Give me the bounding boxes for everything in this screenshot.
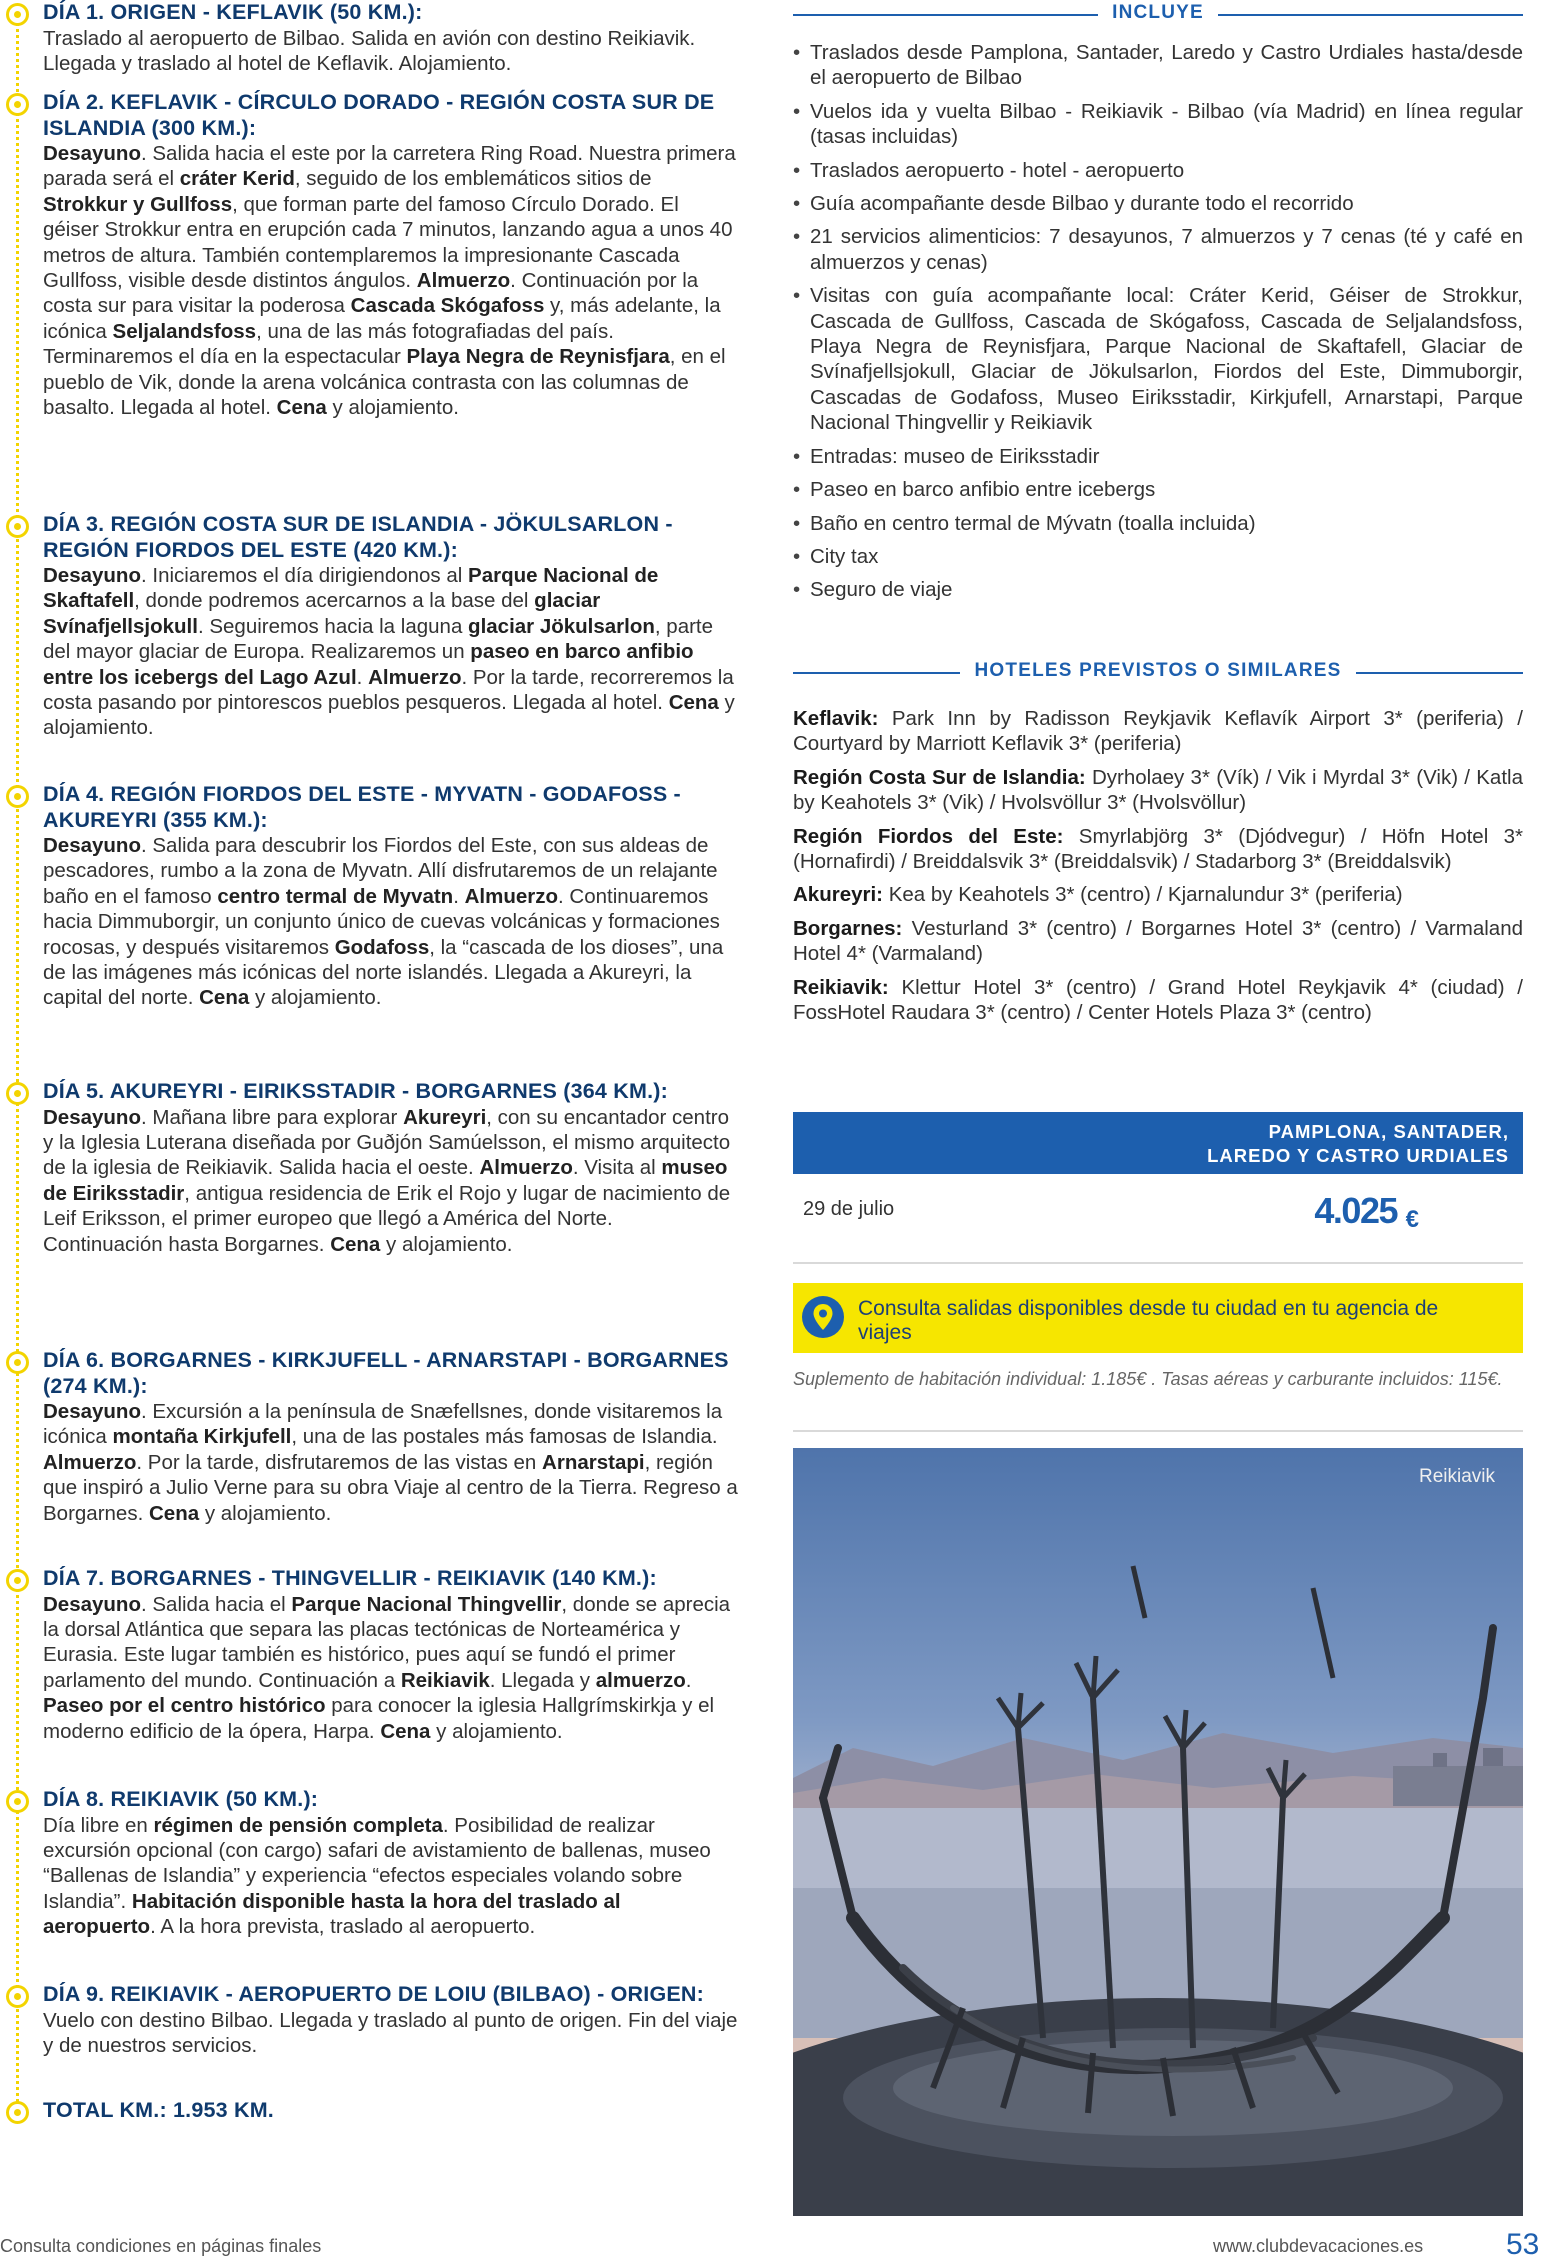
day-description <box>43 26 738 77</box>
departures-notice-text: Consulta salidas disponibles desde tu ciudad en tu agencia de viajes <box>858 1297 1439 1344</box>
highlighted-text: Cascada Skógafoss <box>350 294 545 318</box>
hotel-entry <box>793 882 1523 907</box>
itinerary-day-8 <box>0 1787 740 1940</box>
hotel-place: Akureyri: <box>793 883 884 907</box>
description-text: , una de las postales más famosas de Islandia. <box>291 1425 718 1449</box>
description-text: , antigua residencia de Erik el Rojo y lugar de nacimiento de Leif Eriksson, el primer europeo que llegó a América del Norte. Continuación hasta Borgarnes. <box>43 1181 731 1256</box>
highlighted-text: cráter Kerid <box>179 167 295 191</box>
hotels-heading-label: HOTELES PREVISTOS O SIMILARES <box>793 660 1523 682</box>
day-description <box>43 141 738 420</box>
highlighted-text: Parque Nacional de Skaftafell <box>43 564 659 613</box>
day-description <box>43 1105 738 1257</box>
highlighted-text: Strokkur y Gullfoss <box>43 192 233 216</box>
description-text: y alojamiento. <box>380 1232 513 1256</box>
description-text: y alojamiento. <box>249 986 382 1010</box>
description-text: , parte del mayor glaciar de Europa. Realizaremos un <box>43 614 714 664</box>
origin-line-2: LAREDO Y CASTRO URDIALES <box>1207 1145 1509 1166</box>
highlighted-text: almuerzo <box>595 1668 686 1692</box>
highlighted-text: Almuerzo <box>368 665 462 689</box>
departure-date: 29 de julio <box>803 1198 895 1220</box>
supplement-note: Suplemento de habitación individual: 1.185€ . Tasas aéreas y carburante incluidos: 115€. <box>793 1369 1503 1389</box>
price-currency: € <box>1405 1206 1419 1233</box>
day-marker-icon <box>6 1569 29 1592</box>
highlighted-text: Cena <box>380 1719 431 1743</box>
description-text: . Salida para descubrir los Fiordos del Este, con sus aldeas de pescadores, rumbo a la zona de Myvatn. Allí disfrutaremos de un relajante baño en el famoso <box>43 834 718 908</box>
reykjavik-photo <box>793 1448 1523 2216</box>
description-text: . Seguiremos hacia la laguna <box>197 614 469 638</box>
price-row <box>793 1174 1523 1264</box>
highlighted-text: Akureyri <box>403 1105 487 1129</box>
list-item: • Guía acompañante desde Bilbao y durante todo el recorrido <box>793 191 1523 216</box>
description-text: Día libre en <box>43 1813 154 1837</box>
day-title: DÍA 3. REGIÓN COSTA SUR DE ISLANDIA - JÖKULSARLON - REGIÓN FIORDOS DEL ESTE (420 KM.): <box>43 512 673 562</box>
day-description <box>43 563 738 741</box>
day-title: DÍA 7. BORGARNES - THINGVELLIR - REIKIAVIK (140 KM.): <box>43 1566 657 1590</box>
description-text: . Excursión a la península de Snæfellsnes, donde visitaremos la icónica <box>43 1400 723 1449</box>
highlighted-text: museo de Eiriksstadir <box>43 1156 728 1205</box>
day-title: DÍA 6. BORGARNES - KIRKJUFELL - ARNARSTAPI - BORGARNES (274 KM.): <box>43 1348 729 1398</box>
highlighted-text: Almuerzo <box>43 1450 137 1474</box>
day-title: DÍA 5. AKUREYRI - EIRIKSSTADIR - BORGARNES (364 KM.): <box>43 1079 668 1103</box>
description-text: , que forman parte del famoso Círculo Dorado. El géiser Strokkur entra en erupción cada 7 minutos, lanzando agua a unos 40 metros de altura. También contemplaremos la impresionante Cascada Gullfoss, visible desde distintos ángulos. <box>43 192 733 293</box>
day-marker-icon <box>6 785 29 808</box>
description-text: . A la hora prevista, traslado al aeropuerto. <box>150 1915 536 1939</box>
description-text: y alojamiento. <box>326 396 459 420</box>
description-text: . Mañana libre para explorar <box>140 1105 404 1129</box>
day-marker-icon <box>6 1985 29 2008</box>
departures-notice <box>793 1283 1523 1353</box>
highlighted-text: centro termal de Myvatn <box>217 884 454 908</box>
description-text: , donde podremos acercarnos a la base del <box>134 589 535 613</box>
hotel-entry <box>793 706 1523 757</box>
day-description <box>43 833 738 1011</box>
hotels-list <box>793 706 1523 1033</box>
hotel-entry <box>793 824 1523 875</box>
price-table <box>793 1112 1523 1264</box>
day-marker-icon <box>6 3 29 26</box>
description-text: Traslado al aeropuerto de Bilbao. Salida en avión con destino Reikiavik. Llegada y traslado al hotel de Keflavik. Alojamiento. <box>43 26 696 75</box>
includes-heading-label: INCLUYE <box>793 2 1523 24</box>
highlighted-text: Desayuno <box>43 142 141 165</box>
day-description <box>43 2008 738 2059</box>
day-title: DÍA 1. ORIGEN - KEFLAVIK (50 KM.): <box>43 0 423 24</box>
hotel-place: Borgarnes: <box>793 916 903 940</box>
description-text: y alojamiento. <box>199 1501 332 1525</box>
highlighted-text: Godafoss <box>334 935 430 959</box>
highlighted-text: Cena <box>199 986 250 1010</box>
hotels-heading <box>793 660 1523 684</box>
hotel-names: Dyrholaey 3* (Vík) / Vik i Myrdal 3* (Vik) / Katla by Keahotels 3* (Vik) / Hvolsvöllur 3* (Hvolsvöllur) <box>793 765 1523 815</box>
origin-line-1: PAMPLONA, SANTADER, <box>1268 1121 1509 1142</box>
includes-list <box>793 40 1523 611</box>
price-amount: 4.025 <box>1314 1190 1397 1231</box>
sun-voyager-sculpture-icon <box>793 1448 1523 2216</box>
day-title: DÍA 9. REIKIAVIK - AEROPUERTO DE LOIU (BILBAO) - ORIGEN: <box>43 1982 704 2006</box>
highlighted-text: Cena <box>276 396 327 420</box>
list-item: • Seguro de viaje <box>793 577 1523 602</box>
day-description <box>43 1813 738 1940</box>
highlighted-text: Desayuno <box>43 1105 141 1129</box>
highlighted-text: Parque Nacional Thingvellir <box>291 1592 562 1616</box>
description-text: . Por la tarde, recorreremos la costa pasando por pintorescos pueblos pesqueros. Llegada al hotel. <box>43 665 734 715</box>
hotel-place: Región Fiordos del Este: <box>793 824 1064 848</box>
highlighted-text: Cena <box>668 691 719 715</box>
itinerary-day-7 <box>0 1566 740 1744</box>
list-item: • Entradas: museo de Eiriksstadir <box>793 444 1523 469</box>
description-text: . <box>685 1668 692 1692</box>
highlighted-text: Almuerzo <box>464 884 559 908</box>
day-description <box>43 1399 738 1526</box>
description-text: . Salida hacia el <box>140 1592 292 1616</box>
description-text: . Llegada y <box>489 1668 596 1692</box>
highlighted-text: Habitación disponible hasta la hora del traslado al aeropuerto <box>43 1889 621 1939</box>
description-text: . Posibilidad de realizar excursión opcional (con cargo) safari de avistamiento de ballenas, museo “Ballenas de Islandia” y experiencia “efectos especiales volando sobre Islandia”. <box>43 1813 711 1913</box>
list-item: • City tax <box>793 544 1523 569</box>
day-marker-icon <box>6 1351 29 1374</box>
itinerary-column <box>0 0 740 2160</box>
footer-conditions: Consulta condiciones en páginas finales <box>0 2236 322 2256</box>
includes-heading <box>793 2 1523 26</box>
highlighted-text: Playa Negra de Reynisfjara <box>406 345 670 369</box>
divider <box>793 1430 1523 1432</box>
location-pin-icon <box>802 1296 844 1338</box>
description-text: , región que inspiró a Julio Verne para su obra Viaje al centro de la Tierra. Regreso a Borgarnes. <box>43 1450 738 1525</box>
description-text: . Salida hacia el este por la carretera Ring Road. Nuestra primera parada será el <box>43 142 736 191</box>
hotel-names: Smyrlabjörg 3* (Djódvegur) / Höfn Hotel 3* (Hornafirdi) / Breiddalsvik 3* (Breiddalsvik) / Stadarborg 3* (Breiddalsvik) <box>793 824 1524 874</box>
highlighted-text: Almuerzo <box>416 269 511 293</box>
hotel-names: Vesturland 3* (centro) / Borgarnes Hotel 3* (centro) / Varmaland Hotel 4* (Varmaland) <box>793 916 1523 966</box>
day-title: DÍA 8. REIKIAVIK (50 KM.): <box>43 1787 319 1811</box>
hotel-place: Reikiavik: <box>793 975 889 999</box>
itinerary-day-2 <box>0 90 740 420</box>
hotel-names: Kea by Keahotels 3* (centro) / Kjarnalundur 3* (periferia) <box>883 883 1403 907</box>
photo-caption: Reikiavik <box>1418 1466 1495 1487</box>
itinerary-day-5 <box>0 1079 740 1257</box>
list-item: • Visitas con guía acompañante local: Cráter Kerid, Géiser de Strokkur, Cascada de Gullfoss, Cascada de Skógafoss, Cascada de Seljalandsfoss, Playa Negra de Reynisfjara, Parque Nacional de Skaftafell, Glaciar de Svínafjellsjokull, Glaciar de Jökulsarlon, Fiordos del Este, Dimmuborgir, Cascadas de Godafoss, Museo Eiriksstadir, Kirkjufell, Arnarstapi, Parque Nacional Thingvellir y Reikiavik <box>793 283 1523 435</box>
description-text: . <box>453 884 465 908</box>
highlighted-text: Desayuno <box>43 1400 141 1423</box>
day-title: DÍA 4. REGIÓN FIORDOS DEL ESTE - MYVATN - GODAFOSS - AKUREYRI (355 KM.): <box>43 782 681 832</box>
highlighted-text: Paseo por el centro histórico <box>43 1694 326 1718</box>
itinerary-day-1 <box>0 0 740 76</box>
hotel-entry <box>793 916 1523 967</box>
hotel-entry <box>793 765 1523 816</box>
description-text: para conocer la iglesia Hallgrímskirkja y el moderno edificio de la ópera, Harpa. <box>43 1694 715 1743</box>
highlighted-text: Cena <box>330 1232 381 1256</box>
highlighted-text: Arnarstapi <box>542 1450 645 1474</box>
highlighted-text: glaciar Jökulsarlon <box>468 614 655 638</box>
day-marker-icon <box>6 1082 29 1105</box>
description-text: , seguido de los emblemáticos sitios de <box>294 167 652 191</box>
highlighted-text: Cena <box>148 1501 200 1525</box>
description-text: y, más adelante, la icónica <box>43 294 721 343</box>
description-text: . Iniciaremos el día dirigiendonos al <box>140 564 469 587</box>
hotel-place: Región Costa Sur de Islandia: <box>793 765 1086 789</box>
description-text: y alojamiento. <box>430 1719 563 1743</box>
footer-website-link[interactable]: www.clubdevacaciones.es <box>1213 2236 1424 2256</box>
day-marker-icon <box>6 515 29 538</box>
description-text: Vuelo con destino Bilbao. Llegada y traslado al punto de origen. Fin del viaje y de nuestros servicios. <box>43 2008 738 2057</box>
description-text: . Continuación por la costa sur para visitar la poderosa <box>43 269 699 318</box>
highlighted-text: régimen de pensión completa <box>153 1813 443 1837</box>
highlighted-text: Desayuno <box>43 564 141 587</box>
itinerary-total <box>0 2098 740 2124</box>
itinerary-day-6 <box>0 1348 740 1526</box>
list-item: • Vuelos ida y vuelta Bilbao - Reikiavik - Bilbao (vía Madrid) en línea regular (tasas incluidas) <box>793 99 1523 150</box>
description-text: , una de las más fotografiadas del país. Terminaremos el día en la espectacular <box>43 319 614 369</box>
description-text: , con su encantador centro y la Iglesia Luterana diseñada por Guðjón Samúelsson, el mismo arquitecto de la iglesia de Reikiavik. Salida hacia el oeste. <box>43 1105 731 1180</box>
page-number: 53 <box>1506 2228 1540 2261</box>
description-text: . Visita al <box>572 1156 662 1180</box>
description-text: y alojamiento. <box>43 691 735 740</box>
description-text: , donde se aprecia la dorsal Atlántica que separa las placas tectónicas de Norteamérica y Eurasia. Este lugar también es histórico, pues aquí se fundó el primer parlamento del mundo. Continuación a <box>43 1592 731 1692</box>
list-item: • Baño en centro termal de Mývatn (toalla incluida) <box>793 511 1523 536</box>
list-item: • 21 servicios alimenticios: 7 desayunos, 7 almuerzos y 7 cenas (té y café en almuerzos y cenas) <box>793 224 1523 275</box>
day-marker-icon <box>6 93 29 116</box>
day-description <box>43 1592 738 1744</box>
itinerary-day-9 <box>0 1982 740 2058</box>
hotel-names: Klettur Hotel 3* (centro) / Grand Hotel Reykjavik 4* (ciudad) / FossHotel Raudara 3* (centro) / Center Hotels Plaza 3* (centro) <box>793 975 1523 1025</box>
hotel-place: Keflavik: <box>793 707 879 730</box>
highlighted-text: montaña Kirkjufell <box>112 1425 292 1449</box>
day-marker-icon <box>6 1790 29 1813</box>
highlighted-text: glaciar Svínafjellsjokull <box>43 589 601 638</box>
highlighted-text: Desayuno <box>43 834 141 857</box>
description-text: . Continuaremos hacia Dimmuborgir, un conjunto único de cuevas volcánicas y formaciones rocosas, y después visitaremos <box>43 884 720 959</box>
description-text: . Por la tarde, disfrutaremos de las vistas en <box>136 1450 543 1474</box>
hotel-names: Park Inn by Radisson Reykjavik Keflavík Airport 3* (periferia) / Courtyard by Marriott Keflavik 3* (periferia) <box>793 707 1523 756</box>
highlighted-text: Almuerzo <box>479 1156 573 1180</box>
description-text: , la “cascada de los dioses”, una de las imágenes más icónicas del norte islandés. Llegada a Akureyri, la capital del norte. <box>43 935 724 1010</box>
list-item: • Paseo en barco anfibio entre icebergs <box>793 477 1523 502</box>
description-text: , en el pueblo de Vik, donde la arena volcánica contrasta con las columnas de basalto. Llegada al hotel. <box>43 345 726 420</box>
highlighted-text: paseo en barco anfibio entre los icebergs del Lago Azul <box>43 640 694 689</box>
list-item: • Traslados aeropuerto - hotel - aeropuerto <box>793 158 1523 183</box>
price-origin-header <box>793 1112 1523 1174</box>
itinerary-day-4 <box>0 782 740 1011</box>
day-marker-icon <box>6 2101 29 2124</box>
day-title: DÍA 2. KEFLAVIK - CÍRCULO DORADO - REGIÓN COSTA SUR DE ISLANDIA (300 KM.): <box>43 90 715 140</box>
highlighted-text: Reikiavik <box>400 1668 490 1692</box>
highlighted-text: Desayuno <box>43 1592 141 1616</box>
highlighted-text: Seljalandsfoss <box>112 319 257 343</box>
list-item: • Traslados desde Pamplona, Santader, Laredo y Castro Urdiales hasta/desde el aeropuerto de Bilbao <box>793 40 1523 91</box>
hotel-entry <box>793 975 1523 1026</box>
itinerary-day-3 <box>0 512 740 741</box>
total-km: TOTAL KM.: 1.953 KM. <box>43 2098 274 2122</box>
description-text: . <box>356 665 369 689</box>
